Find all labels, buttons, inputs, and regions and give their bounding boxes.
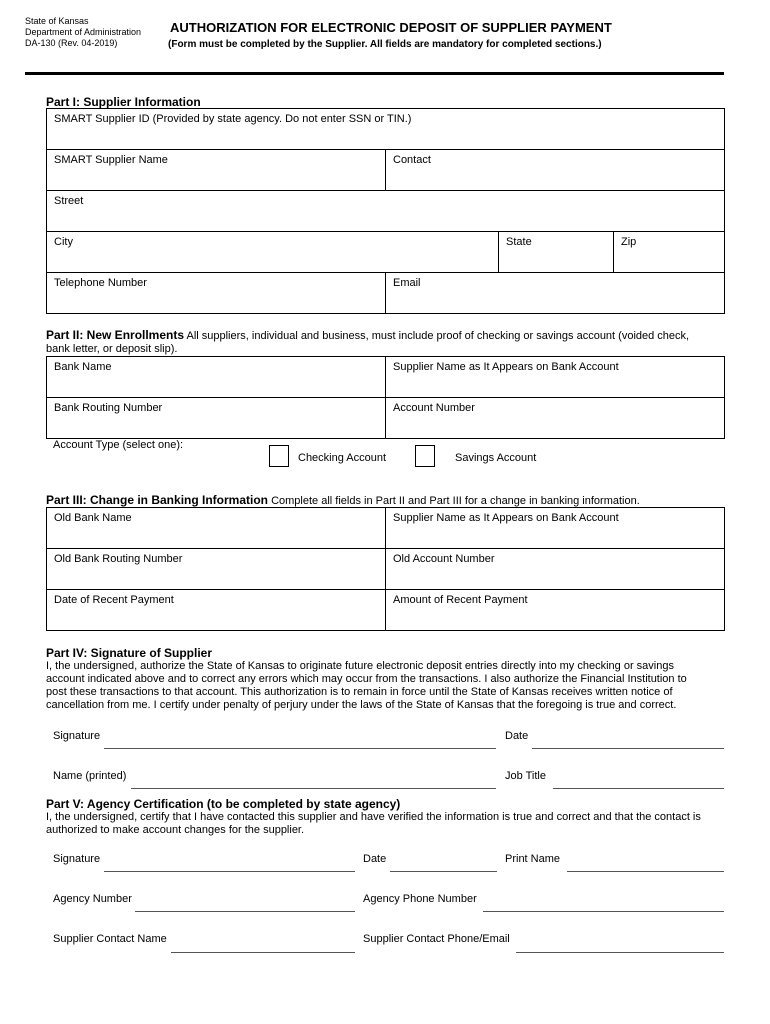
state-label: State [506,236,532,248]
old-account-field[interactable] [386,549,724,589]
telephone-label: Telephone Number [54,277,147,289]
part4-heading: Part IV: Signature of Supplier [46,646,213,660]
email-label: Email [393,277,421,289]
part3-intro [46,494,746,508]
contact-field[interactable] [386,150,724,190]
old-account-label: Old Account Number [393,553,495,565]
supplier-signature-label: Signature [53,730,101,742]
zip-label: Zip [621,236,637,248]
bank-name-label: Bank Name [54,361,112,373]
supplier-contact-phone-label: Supplier Contact Phone/Email [363,933,510,945]
old-supplier-name-bank-field[interactable] [386,508,724,548]
part2-intro [46,329,736,356]
part5-heading: Part V: Agency Certification (to be completed by state agency) [46,797,401,811]
part3-heading: Part III: Change in Banking Information [46,493,269,507]
supplier-name-field[interactable] [47,150,385,190]
form-number: DA-130 (Rev. 04-2019) [25,38,118,48]
street-label: Street [54,195,84,207]
account-number-label: Account Number [393,402,475,414]
part4-line-2: account indicated above and to correct any errors which may occur from the transactions. I also authorize the Financial Institution to [46,673,687,685]
part2-description-2: bank letter, or deposit slip). [46,343,178,355]
checking-checkbox[interactable] [269,445,289,467]
old-routing-field[interactable] [47,549,385,589]
part4-line-1: I, the undersigned, authorize the State of Kansas to originate future electronic deposit entries directly into my checking or savings [46,660,674,672]
telephone-field[interactable] [47,273,385,313]
part5-statement [46,811,746,837]
routing-number-field[interactable] [47,398,385,438]
city-label: City [54,236,73,248]
state-field[interactable] [499,232,613,272]
supplier-date-label: Date [505,730,529,742]
agency-date-label: Date [363,853,387,865]
name-printed-label: Name (printed) [53,770,127,782]
job-title-label: Job Title [505,770,546,782]
part4-statement [46,660,746,712]
form-subtitle: (Form must be completed by the Supplier. All fields are mandatory for completed sections.) [168,39,602,50]
supplier-name-label: SMART Supplier Name [54,154,168,166]
recent-payment-date-label: Date of Recent Payment [54,594,174,606]
old-bank-name-field[interactable] [47,508,385,548]
agency-signature-line[interactable] [104,871,355,872]
part2-description-1: All suppliers, individual and business, must include proof of checking or savings account (voided check, [184,330,690,342]
old-bank-name-label: Old Bank Name [54,512,132,524]
header-rule [25,72,724,75]
part5-line-1: I, the undersigned, certify that I have contacted this supplier and have verified the information is true and correct and that the contact is [46,811,701,823]
checking-label: Checking Account [298,452,387,464]
agency-phone-label: Agency Phone Number [363,893,477,905]
part3-table [46,507,725,631]
agency-phone-line[interactable] [483,911,724,912]
part2-table [46,356,725,439]
routing-number-label: Bank Routing Number [54,402,163,414]
recent-payment-amount-label: Amount of Recent Payment [393,594,528,606]
city-field[interactable] [47,232,498,272]
savings-checkbox[interactable] [415,445,435,467]
old-supplier-name-bank-label: Supplier Name as It Appears on Bank Account [393,512,619,524]
agency-signature-label: Signature [53,853,101,865]
supplier-date-line[interactable] [532,748,724,749]
zip-field[interactable] [614,232,724,272]
bank-name-field[interactable] [47,357,385,397]
agency-line-2: Department of Administration [25,27,142,37]
old-routing-label: Old Bank Routing Number [54,553,183,565]
supplier-contact-phone-line[interactable] [516,952,724,953]
recent-payment-date-field[interactable] [47,590,385,630]
name-printed-line[interactable] [131,788,496,789]
agency-number-line[interactable] [135,911,355,912]
supplier-contact-name-line[interactable] [171,952,355,953]
supplier-contact-name-label: Supplier Contact Name [53,933,167,945]
savings-label: Savings Account [455,452,537,464]
account-type-label: Account Type (select one): [53,439,184,451]
part4-line-4: cancellation from me. I certify under penalty of perjury under the laws of the State of Kansas that the foregoing is true and correct. [46,699,677,711]
agency-line-1: State of Kansas [25,16,89,26]
part1-table [46,108,725,314]
agency-block [25,16,141,49]
part1-heading: Part I: Supplier Information [46,95,201,109]
part5-line-2: authorized to make account changes for the supplier. [46,824,305,836]
contact-label: Contact [393,154,431,166]
account-number-field[interactable] [386,398,724,438]
print-name-line[interactable] [567,871,724,872]
agency-date-line[interactable] [390,871,497,872]
supplier-id-label: SMART Supplier ID (Provided by state agency. Do not enter SSN or TIN.) [54,113,412,125]
recent-payment-amount-field[interactable] [386,590,724,630]
part2-heading: Part II: New Enrollments [46,328,185,342]
job-title-line[interactable] [553,788,724,789]
agency-number-label: Agency Number [53,893,132,905]
print-name-label: Print Name [505,853,561,865]
supplier-name-bank-label: Supplier Name as It Appears on Bank Account [393,361,619,373]
part3-description: Complete all fields in Part II and Part III for a change in banking information. [268,495,640,507]
part4-line-3: post these transactions to that account. This authorization is to remain in force until the State of Kansas receives written notice of [46,686,673,698]
form-title: AUTHORIZATION FOR ELECTRONIC DEPOSIT OF SUPPLIER PAYMENT [170,20,612,35]
supplier-signature-line[interactable] [104,748,496,749]
supplier-name-bank-field[interactable] [386,357,724,397]
street-field[interactable] [47,191,724,231]
supplier-id-field[interactable] [47,109,724,149]
email-field[interactable] [386,273,724,313]
